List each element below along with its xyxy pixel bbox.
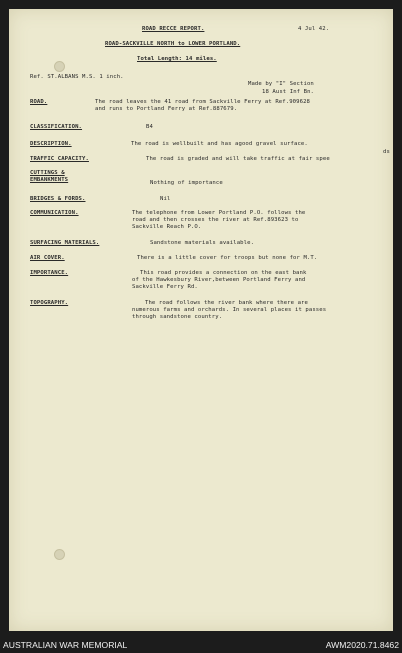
section-heading-road: ROAD. [30, 99, 48, 105]
section-line: Nothing of importance [150, 180, 223, 186]
section-line: road and then crosses the river at Ref.893623 to [132, 217, 299, 223]
map-reference: Ref. ST.ALBANS M.S. 1 inch. [30, 74, 124, 80]
section-line: The telephone from Lower Portland P.O. follows the [132, 210, 306, 216]
section-heading-bridges: BRIDGES & FORDS. [30, 196, 86, 202]
made-by-line-1: Made by "I" Section [248, 81, 314, 87]
section-line: The road is wellbuilt and has agood gravel surface. [131, 141, 308, 147]
section-line: The road is graded and will take traffic at fair spee [146, 156, 330, 162]
section-line: Nil [160, 196, 171, 202]
section-heading-cuttings: CUTTINGS & EMBANKMENTS [30, 170, 69, 183]
road-name: ROAD-SACKVILLE NORTH to LOWER PORTLAND. [105, 41, 241, 47]
archive-id: AWM2020.71.8462 [325, 640, 399, 650]
section-heading-classification: CLASSIFICATION. [30, 124, 83, 130]
section-line: B4 [146, 124, 153, 130]
archive-credit: AUSTRALIAN WAR MEMORIAL [3, 640, 128, 650]
section-line: There is a little cover for troops but none for M.T. [137, 255, 318, 261]
section-heading-description: DESCRIPTION. [30, 141, 72, 147]
section-line: numerous farms and orchards. In several places it passes [132, 307, 327, 313]
section-heading-communication: COMMUNICATION. [30, 210, 79, 216]
section-line: Sandstone materials available. [150, 240, 255, 246]
section-heading-importance: IMPORTANCE. [30, 270, 69, 276]
section-line: Sackville Ferry Rd. [132, 284, 198, 290]
section-line: of the Hawkesbury River,between Portland Ferry and [132, 277, 306, 283]
section-heading-surfacing: SURFACING MATERIALS. [30, 240, 100, 246]
section-line: This road provides a connection on the east bank [140, 270, 307, 276]
made-by-line-2: 18 Aust Inf Bn. [262, 89, 315, 95]
section-heading-traffic-capacity: TRAFFIC CAPACITY. [30, 156, 89, 162]
section-line: The road leaves the 41 road from Sackville Ferry at Ref.909628 [95, 99, 310, 105]
section-heading-topography: TOPOGRAPHY. [30, 300, 69, 306]
section-line: Sackville Reach P.O. [132, 224, 202, 230]
total-length: Total Length: 14 miles. [137, 56, 217, 62]
section-line: through sandstone country. [132, 314, 223, 320]
report-date: 4 Jul 42. [298, 26, 330, 32]
report-title: ROAD RECCE REPORT. [142, 26, 205, 32]
punch-hole [54, 61, 65, 72]
section-heading-air-cover: AIR COVER. [30, 255, 65, 261]
section-line: ds [383, 149, 390, 155]
section-line: and runs to Portland Ferry at Ref.887679. [95, 106, 238, 112]
punch-hole [54, 549, 65, 560]
section-line: The road follows the river bank where there are [145, 300, 308, 306]
